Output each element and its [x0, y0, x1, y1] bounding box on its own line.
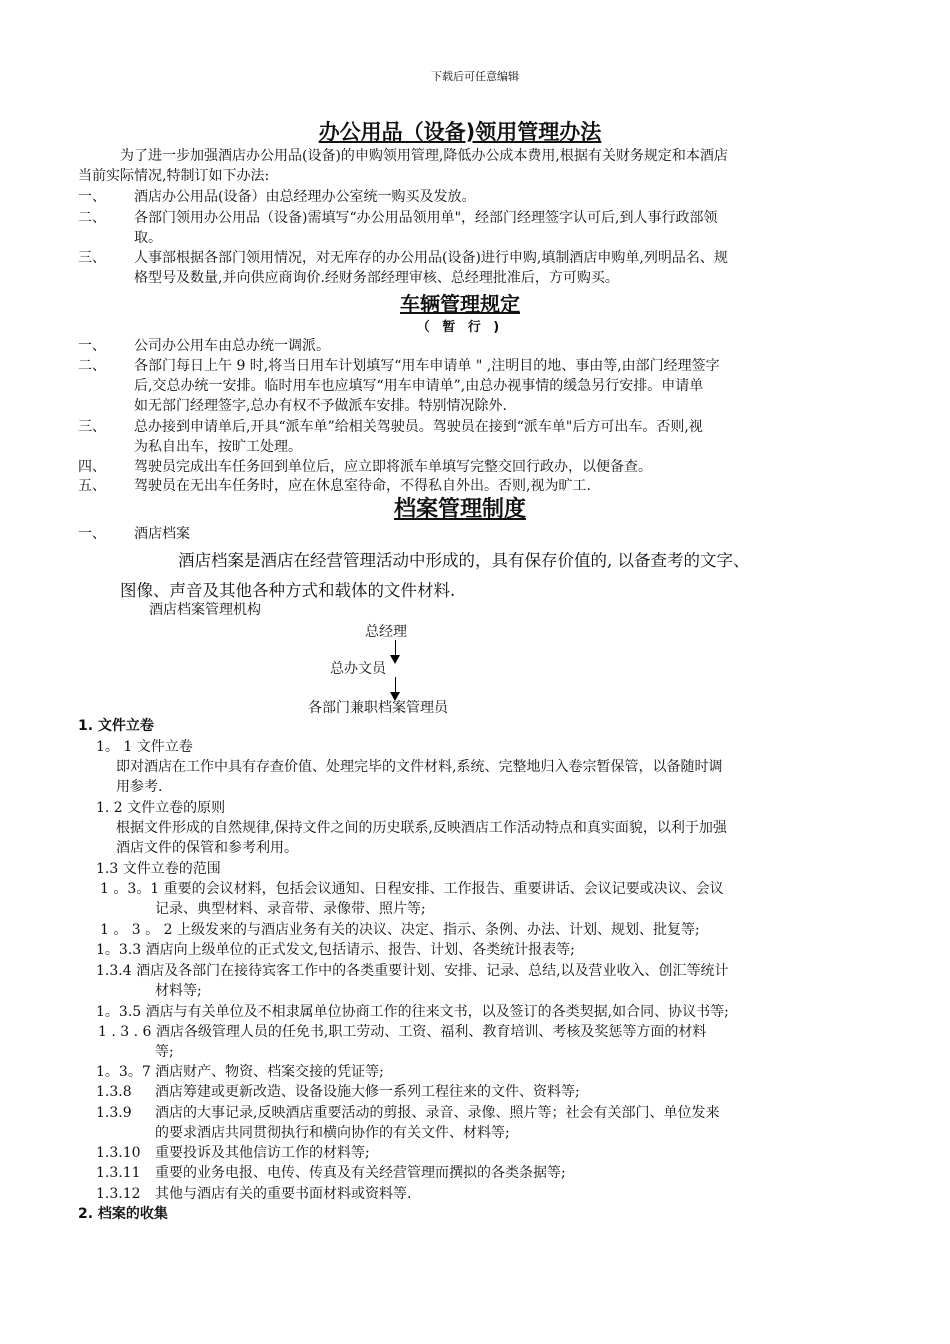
- list-number: 一、: [78, 338, 106, 354]
- paragraph: 根据文件形成的自然规律,保持文件之间的历史联系,反映酒店工作活动特点和真实面貌，以利于加强: [116, 820, 727, 836]
- list-item: 酒店的大事记录,反映酒店重要活动的剪报、录音、录像、照片等；社会有关部门、单位发来: [155, 1105, 720, 1121]
- list-item-cont: 记录、典型材料、录音带、录像带、照片等;: [155, 901, 426, 917]
- list-number: 五、: [78, 478, 106, 494]
- list-item: 其他与酒店有关的重要书面材料或资料等.: [155, 1186, 412, 1202]
- heading-1: 1. 文件立卷: [78, 718, 154, 734]
- list-number: 一、: [78, 526, 106, 542]
- list-item-cont: 为私自出车，按旷工处理。: [134, 439, 302, 455]
- org-arrowhead: [390, 655, 400, 664]
- list-item: 1.3.4 酒店及各部门在接待宾客工作中的各类重要计划、安排、记录、总结,以及营业收入、创汇等统计: [96, 963, 729, 979]
- list-item: 1。3。7 酒店财产、物资、档案交接的凭证等;: [96, 1064, 384, 1080]
- list-item: 1 。 3 。 2 上级发来的与酒店业务有关的决议、决定、指示、条例、办法、计划、规划、批复等;: [100, 922, 700, 938]
- list-number: 1.3.11: [96, 1165, 141, 1181]
- list-item: 1 。3。1 重要的会议材料，包括会议通知、日程安排、工作报告、重要讲话、会议记要或决议、会议: [100, 881, 724, 897]
- org-node-general-manager: 总经理: [365, 624, 407, 640]
- list-item-cont: 的要求酒店共同贯彻执行和横向协作的有关文件、材料等;: [155, 1125, 510, 1141]
- heading-1-1: 1。 1 文件立卷: [96, 739, 193, 755]
- paragraph-intro-cont: 当前实际情况,特制订如下办法:: [78, 168, 270, 184]
- paragraph: 即对酒店在工作中具有存查价值、处理完毕的文件材料,系统、完整地归入卷宗暂保管，以备随时调: [116, 759, 723, 775]
- org-arrow: [395, 677, 396, 693]
- heading-1-3: 1.3 文件立卷的范围: [96, 861, 221, 877]
- list-number: 二、: [78, 358, 106, 374]
- list-item: 驾驶员完成出车任务回到单位后，应立即将派车单填写完整交回行政办，以便备查。: [134, 459, 652, 475]
- list-item-cont: 等;: [155, 1044, 174, 1060]
- paragraph-intro: 为了进一步加强酒店办公用品(设备)的申购领用管理,降低办公成本费用,根据有关财务规定和本酒店: [120, 148, 728, 164]
- list-item: 1 . 3 . 6 酒店各级管理人员的任免书,职工劳动、工资、福利、教育培训、考核及奖惩等方面的材料: [98, 1024, 707, 1040]
- list-item: 总办接到申请单后,开具“派车单”给相关驾驶员。驾驶员在接到“派车单"后方可出车。否则,视: [134, 419, 703, 435]
- list-number: 一、: [78, 189, 106, 205]
- list-item-cont: 取。: [134, 230, 162, 246]
- list-item: 公司办公用车由总办统一调派。: [134, 338, 330, 354]
- list-item: 各部门领用办公用品（设备)需填写“办公用品领用单"，经部门经理签字认可后,到人事行政部领: [134, 210, 718, 226]
- list-number: 二、: [78, 210, 106, 226]
- list-item-cont: 后,交总办统一安排。临时用车也应填写“用车申请单”,由总办视事情的缓急另行安排。申请单: [134, 378, 704, 394]
- list-item: 酒店筹建或更新改造、设备设施大修一系列工程往来的文件、资料等;: [155, 1084, 580, 1100]
- list-item: 重要的业务电报、电传、传真及有关经营管理而撰拟的各类条据等;: [155, 1165, 566, 1181]
- section-subtitle: （ 暂 行 ): [416, 320, 504, 335]
- org-arrow: [395, 640, 396, 656]
- paragraph-cont: 酒店文件的保管和参考利用。: [116, 840, 298, 856]
- list-item: 重要投诉及其他信访工作的材料等;: [155, 1145, 370, 1161]
- list-number: 三、: [78, 419, 106, 435]
- section-title-vehicles: 车辆管理规定: [400, 292, 520, 316]
- section-title-office-supplies: 办公用品（设备)领用管理办法: [318, 120, 602, 144]
- definition-text-cont: 图像、声音及其他各种方式和载体的文件材料.: [120, 581, 456, 600]
- list-item: 各部门每日上午 9 时,将当日用车计划填写“用车申请单 " ,注明目的地、事由等,由部门经理签字: [134, 358, 720, 374]
- list-number: 四、: [78, 459, 106, 475]
- list-number: 1.3.10: [96, 1145, 141, 1161]
- list-item-cont: 格型号及数量,并向供应商询价.经财务部经理审核、总经理批准后，方可购买。: [134, 270, 619, 286]
- list-number: 三、: [78, 250, 106, 266]
- list-item: 1。3.5 酒店与有关单位及不相隶属单位协商工作的往来文书，以及签订的各类契据,如合同、协议书等;: [96, 1004, 729, 1020]
- list-item: 酒店档案: [134, 526, 190, 542]
- list-number: 1.3.12: [96, 1186, 141, 1202]
- list-item: 人事部根据各部门领用情况，对无库存的办公用品(设备)进行申购,填制酒店申购单,列明品名、规: [134, 250, 728, 266]
- org-chart-label: 酒店档案管理机构: [149, 602, 261, 618]
- org-node-dept-archivists: 各部门兼职档案管理员: [308, 700, 448, 716]
- list-item: 酒店办公用品(设备）由总经理办公室统一购买及发放。: [134, 189, 476, 205]
- heading-2: 2. 档案的收集: [78, 1206, 168, 1222]
- page-header: 下载后可任意编辑: [431, 70, 519, 83]
- list-number: 1.3.8: [96, 1084, 132, 1100]
- section-title-archives: 档案管理制度: [393, 497, 526, 522]
- list-item-cont: 如无部门经理签字,总办有权不予做派车安排。特别情况除外.: [134, 398, 507, 414]
- list-number: 1.3.9: [96, 1105, 132, 1121]
- list-item-cont: 材料等;: [155, 983, 202, 999]
- paragraph-cont: 用参考.: [116, 779, 163, 795]
- list-item: 1。3.3 酒店向上级单位的正式发文,包括请示、报告、计划、各类统计报表等;: [96, 942, 575, 958]
- list-item: 驾驶员在无出车任务时，应在休息室待命，不得私自外出。否则,视为旷工.: [134, 478, 591, 494]
- org-node-office-clerk: 总办文员: [330, 661, 386, 677]
- definition-text: 酒店档案是酒店在经营管理活动中形成的，具有保存价值的, 以备查考的文字、: [178, 551, 750, 570]
- heading-1-2: 1. 2 文件立卷的原则: [96, 800, 226, 816]
